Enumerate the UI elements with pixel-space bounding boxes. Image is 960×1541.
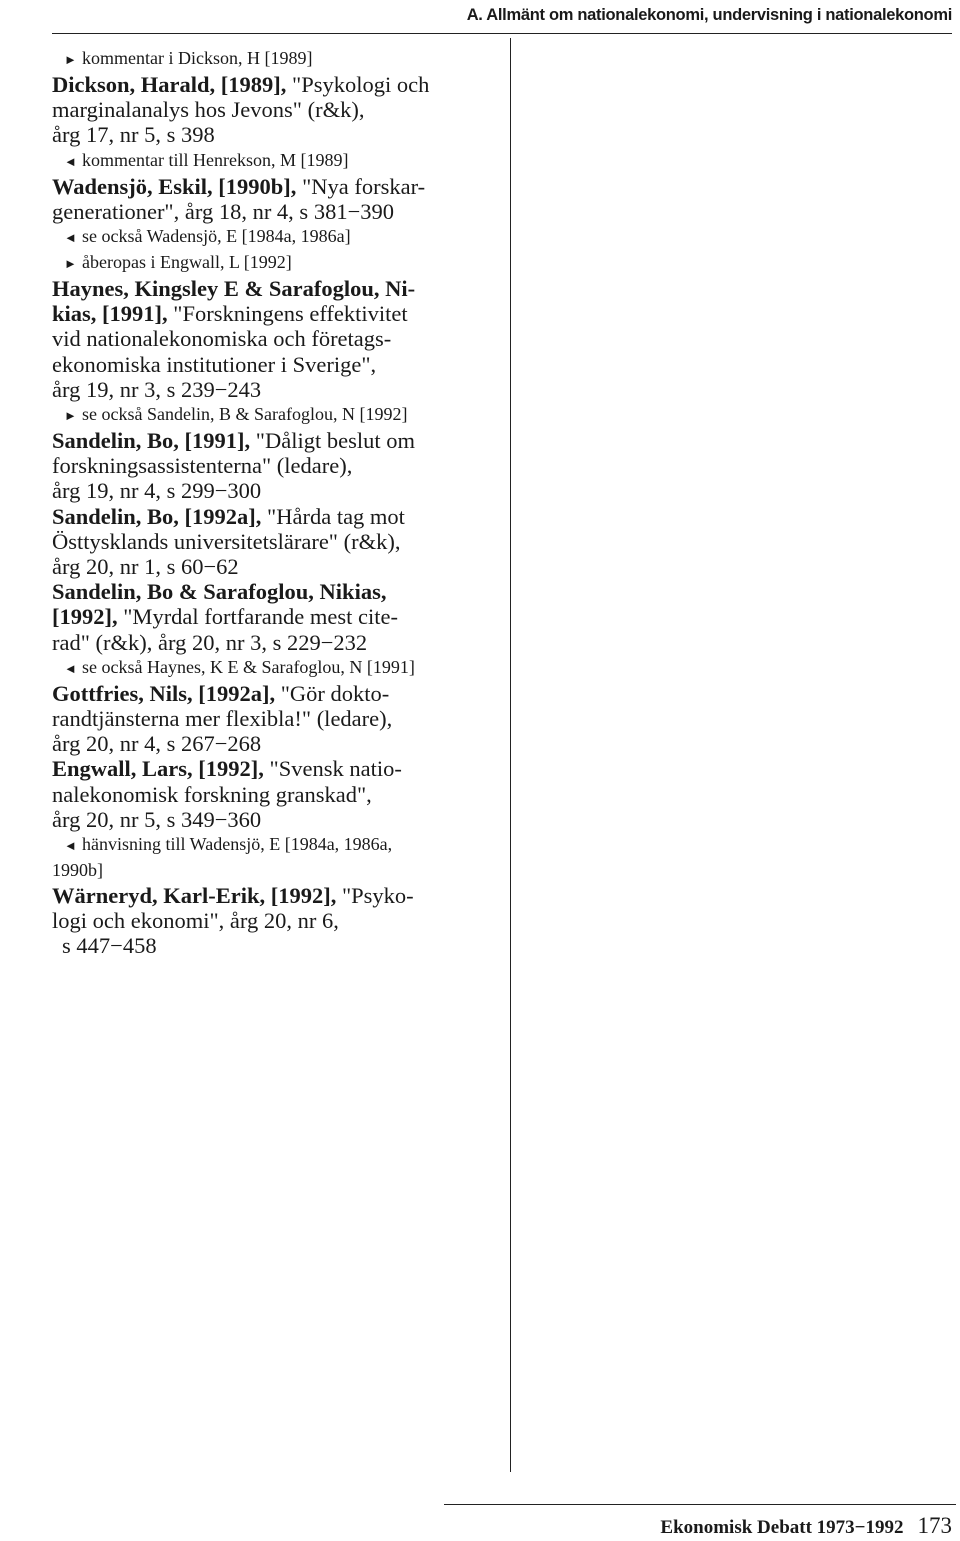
- right-arrow-icon: ►: [64, 256, 77, 272]
- entry-text: ekonomiska institutioner i Sverige",: [52, 351, 377, 377]
- entry-text: årg 19, nr 3, s 239−243: [52, 376, 262, 402]
- bibliography-entry: Dickson, Harald, [1989], "Psykologi och: [52, 72, 430, 97]
- header-rule: [52, 33, 952, 34]
- cross-reference-continued: 1990b]: [52, 860, 103, 881]
- entry-text: rad" (r&k), årg 20, nr 3, s 229−232: [52, 629, 368, 655]
- page-number: 173: [917, 1513, 952, 1538]
- journal-title: Ekonomisk Debatt 1973−1992: [660, 1517, 904, 1538]
- entry-text: logi och ekonomi", årg 20, nr 6,: [52, 908, 339, 934]
- entry-text: årg 20, nr 4, s 267−268: [52, 731, 262, 757]
- entry-text: årg 17, nr 5, s 398: [52, 122, 215, 148]
- column-divider: [510, 38, 511, 1472]
- cross-reference: ◄ kommentar till Henrekson, M [1989]: [52, 148, 502, 174]
- bibliography-entry: Sandelin, Bo, [1992a], "Hårda tag mot: [52, 503, 405, 529]
- entry-text: Östtysklands universitetslärare" (r&k),: [52, 528, 401, 554]
- cross-reference: ◄ se också Haynes, K E & Sarafoglou, N [1991]: [52, 655, 502, 681]
- left-arrow-icon: ◄: [64, 153, 77, 169]
- entry-text: årg 20, nr 1, s 60−62: [52, 554, 239, 580]
- cross-reference: ► åberopas i Engwall, L [1992]: [52, 250, 502, 276]
- entry-text: randtjänsterna mer flexibla!" (ledare),: [52, 706, 393, 732]
- bibliography-column: [52, 46, 502, 959]
- left-arrow-icon: ◄: [64, 838, 77, 854]
- bibliography-entry: Wärneryd, Karl-Erik, [1992], "Psyko-: [52, 883, 414, 909]
- entry-text: årg 19, nr 4, s 299−300: [52, 478, 262, 504]
- bibliography-entry: Sandelin, Bo & Sarafoglou, Nikias,: [52, 579, 387, 605]
- entry-text: vid nationalekonomiska och företags-: [52, 326, 392, 352]
- bibliography-entry: Gottfries, Nils, [1992a], "Gör dokto-: [52, 680, 390, 706]
- left-arrow-icon: ◄: [64, 660, 77, 676]
- section-header: A. Allmänt om nationalekonomi, undervisning i nationalekonomi: [466, 6, 952, 24]
- entry-text: årg 20, nr 5, s 349−360: [52, 806, 262, 832]
- entry-text: nalekonomisk forskning granskad",: [52, 781, 372, 807]
- cross-reference: ► se också Sandelin, B & Sarafoglou, N [1992]: [52, 402, 502, 428]
- entry-text: kias, [1991], "Forskningens effektivitet: [52, 301, 408, 327]
- page-footer: [660, 1513, 952, 1539]
- entry-text: generationer", årg 18, nr 4, s 381−390: [52, 198, 395, 224]
- entry-text: forskningsassistenterna" (ledare),: [52, 453, 353, 479]
- bibliography-entry: Haynes, Kingsley E & Sarafoglou, Ni-: [52, 276, 416, 302]
- bibliography-entry: Sandelin, Bo, [1991], "Dåligt beslut om: [52, 428, 415, 454]
- left-arrow-icon: ◄: [64, 230, 77, 246]
- right-arrow-icon: ►: [64, 52, 77, 67]
- entry-text: marginalanalys hos Jevons" (r&k),: [52, 97, 365, 123]
- cross-reference: ◄ hänvisning till Wadensjö, E [1984a, 1986a,: [52, 832, 502, 858]
- footer-rule: [444, 1504, 956, 1505]
- bibliography-entry: Wadensjö, Eskil, [1990b], "Nya forskar-: [52, 173, 426, 199]
- right-arrow-icon: ►: [64, 408, 77, 424]
- entry-text: [1992], "Myrdal fortfarande mest cite-: [52, 604, 398, 630]
- cross-reference: ► kommentar i Dickson, H [1989]: [52, 46, 502, 72]
- entry-text: s 447−458: [62, 933, 157, 959]
- cross-reference: ◄ se också Wadensjö, E [1984a, 1986a]: [52, 224, 502, 250]
- bibliography-entry: Engwall, Lars, [1992], "Svensk natio-: [52, 756, 402, 782]
